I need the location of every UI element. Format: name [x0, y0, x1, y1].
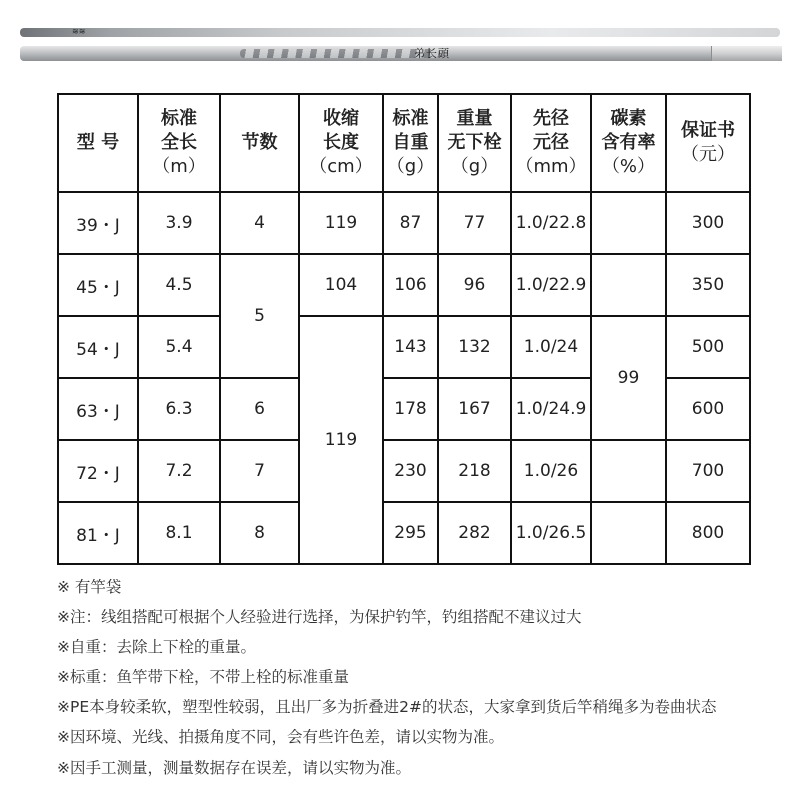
cell-length: 8.1 [138, 502, 220, 564]
cell-weight-no-plug: 77 [438, 192, 511, 254]
cell-closed-length-merged: 119 [299, 316, 383, 564]
rod-butt-section [20, 46, 782, 61]
rod-banner [0, 0, 800, 80]
cell-model: 63・J [58, 378, 138, 440]
note-rod-bag: ※ 有竿袋 [57, 578, 122, 596]
note-measurement-error: ※因手工测量，测量数据存在误差，请以实物为准。 [57, 758, 411, 777]
cell-sections: 8 [220, 502, 299, 564]
cell-model: 54・J [58, 316, 138, 378]
note-color-difference: ※因环境、光线、拍摄角度不同，会有些许色差，请以实物为准。 [57, 728, 504, 747]
table-row [58, 316, 750, 378]
rod-logo: 弟长頭 [414, 47, 450, 60]
cell-length: 4.5 [138, 254, 220, 316]
spec-table [57, 93, 751, 565]
cell-std-weight: 230 [383, 440, 438, 502]
cell-tip-butt: 1.0/22.9 [511, 254, 591, 316]
cell-price: 600 [666, 378, 750, 440]
header-weight-no-plug: 重量 无下栓 （g） [438, 94, 511, 192]
cell-price: 300 [666, 192, 750, 254]
header-closed-length: 收缩 长度 （cm） [299, 94, 383, 192]
cell-std-weight: 143 [383, 316, 438, 378]
header-length: 标准 全长 （m） [138, 94, 220, 192]
cell-model: 81・J [58, 502, 138, 564]
rod-swirl-pattern [240, 49, 440, 58]
cell-tip-butt: 1.0/22.8 [511, 192, 591, 254]
cell-tip-butt: 1.0/26.5 [511, 502, 591, 564]
header-row [58, 94, 750, 192]
cell-sections: 4 [220, 192, 299, 254]
note-pe-line: ※PE本身较柔软，塑型性较弱，且出厂多为折叠进2#的状态，大家拿到货后竿稍绳多为卷曲状态 [57, 698, 717, 717]
cell-sections-merged: 5 [220, 254, 299, 378]
cell-std-weight: 87 [383, 192, 438, 254]
cell-length: 3.9 [138, 192, 220, 254]
table-row [58, 192, 750, 254]
cell-tip-butt: 1.0/24 [511, 316, 591, 378]
header-carbon: 碳素 含有率 （%） [591, 94, 666, 192]
cell-std-weight: 295 [383, 502, 438, 564]
cell-model: 45・J [58, 254, 138, 316]
cell-model: 72・J [58, 440, 138, 502]
cell-carbon [591, 502, 666, 564]
cell-weight-no-plug: 96 [438, 254, 511, 316]
cell-carbon [591, 192, 666, 254]
cell-price: 350 [666, 254, 750, 316]
cell-weight-no-plug: 282 [438, 502, 511, 564]
header-price: 保证书 （元） [666, 94, 750, 192]
cell-model: 39・J [58, 192, 138, 254]
cell-sections: 6 [220, 378, 299, 440]
cell-tip-butt: 1.0/24.9 [511, 378, 591, 440]
note-self-weight: ※自重：去除上下栓的重量。 [57, 638, 256, 657]
rod-butt-cap [711, 46, 782, 61]
table-row [58, 502, 750, 564]
rod-mark: ≋≋ [72, 27, 86, 36]
cell-sections: 7 [220, 440, 299, 502]
header-tip-butt: 先径 元径 （mm） [511, 94, 591, 192]
cell-length: 6.3 [138, 378, 220, 440]
cell-std-weight: 106 [383, 254, 438, 316]
cell-length: 7.2 [138, 440, 220, 502]
cell-closed-length: 104 [299, 254, 383, 316]
cell-carbon [591, 254, 666, 316]
table-row [58, 440, 750, 502]
table-row [58, 254, 750, 316]
cell-std-weight: 178 [383, 378, 438, 440]
note-standard-weight: ※标重：鱼竿带下栓，不带上栓的标准重量 [57, 668, 349, 687]
cell-price: 800 [666, 502, 750, 564]
note-line-setup: ※注：线组搭配可根据个人经验进行选择，为保护钓竿，钓组搭配不建议过大 [57, 608, 582, 627]
notes-list [57, 576, 757, 787]
cell-carbon [591, 440, 666, 502]
cell-weight-no-plug: 218 [438, 440, 511, 502]
cell-closed-length: 119 [299, 192, 383, 254]
header-std-weight: 标准 自重 （g） [383, 94, 438, 192]
cell-tip-butt: 1.0/26 [511, 440, 591, 502]
cell-price: 500 [666, 316, 750, 378]
header-model: 型 号 [58, 94, 138, 192]
header-sections: 节数 [220, 94, 299, 192]
cell-carbon-merged: 99 [591, 316, 666, 440]
cell-price: 700 [666, 440, 750, 502]
rod-tip-section [20, 28, 780, 37]
cell-weight-no-plug: 167 [438, 378, 511, 440]
cell-length: 5.4 [138, 316, 220, 378]
cell-weight-no-plug: 132 [438, 316, 511, 378]
